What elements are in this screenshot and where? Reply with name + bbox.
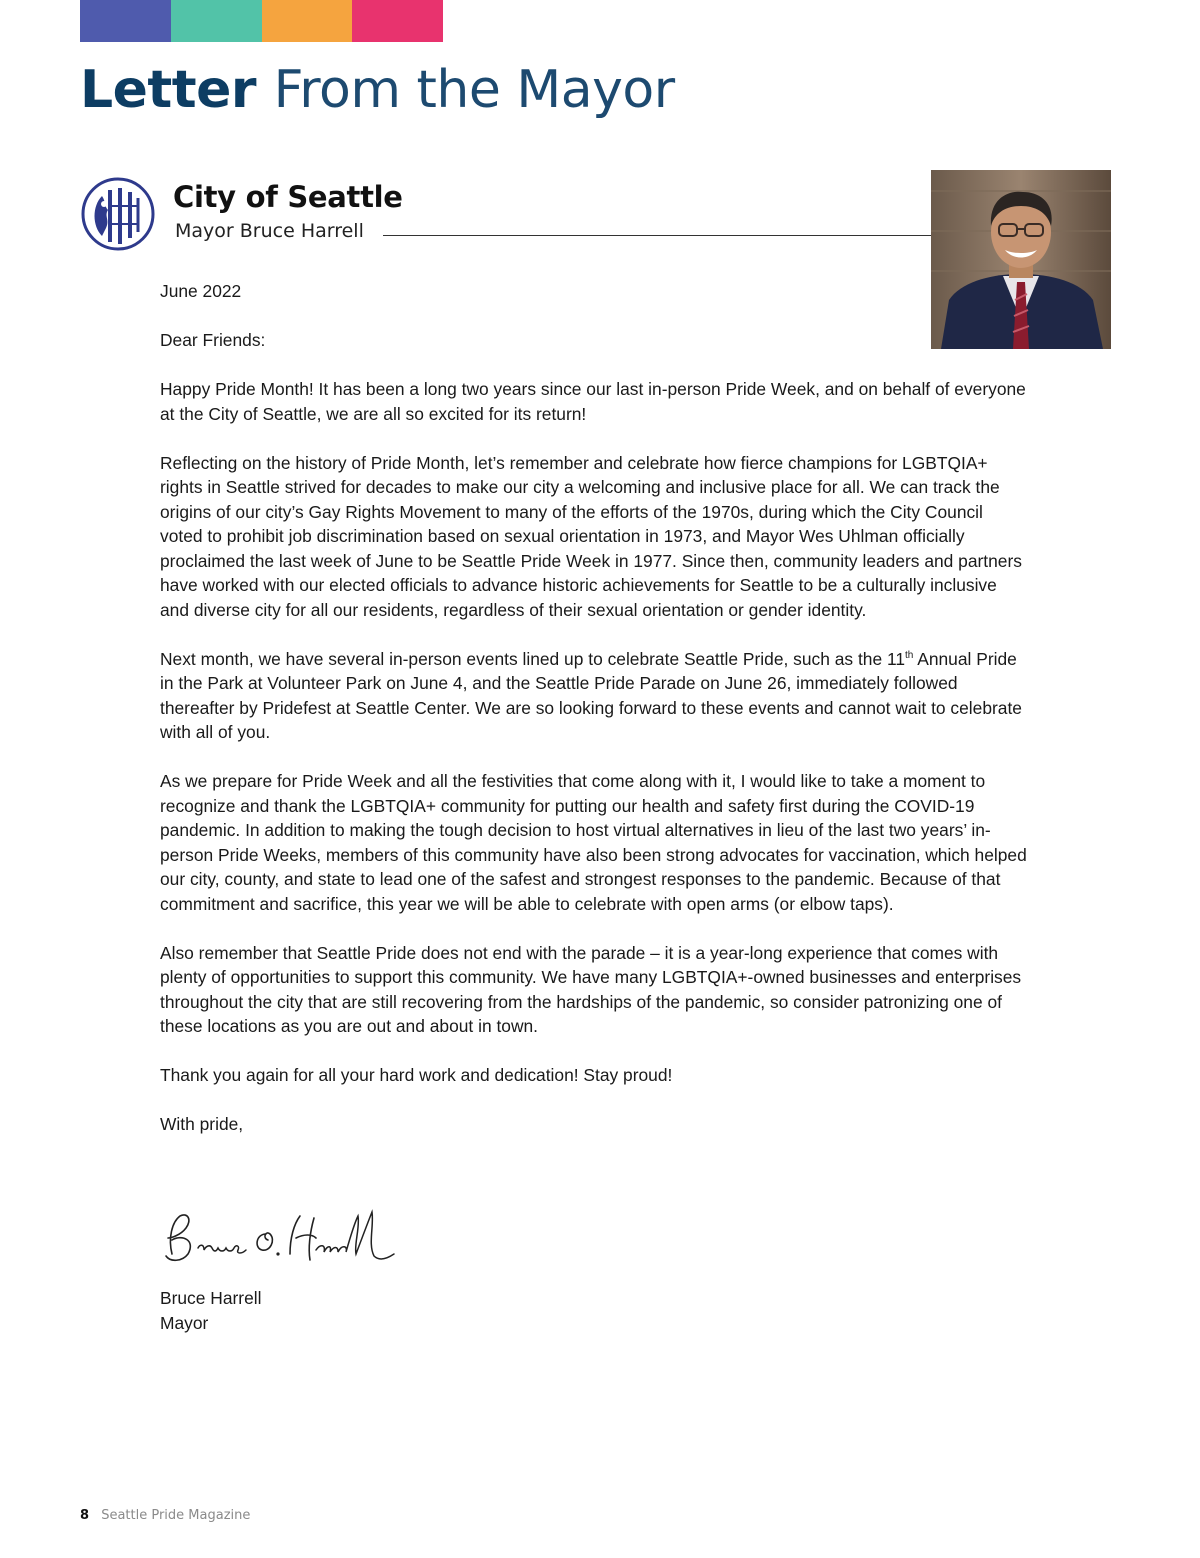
signer-name: Bruce Harrell: [160, 1288, 262, 1308]
organization-subtitle: Mayor Bruce Harrell: [175, 220, 364, 242]
stripe-segment-purple: [80, 0, 171, 42]
page-title-bold: Letter: [80, 60, 257, 120]
organization-name: City of Seattle: [173, 180, 403, 214]
stripe-segment-pink: [352, 0, 443, 42]
city-seal-icon: [80, 176, 156, 252]
stripe-segment-orange: [262, 0, 353, 42]
signer-title: Mayor: [160, 1312, 209, 1333]
stripe-segment-teal: [171, 0, 262, 42]
letter-paragraph: [160, 647, 1030, 745]
page-title-light: From the Mayor: [273, 60, 675, 120]
letter-paragraph: Thank you again for all your hard work and dedication! Stay proud!: [160, 1065, 673, 1085]
signer-block: [160, 1286, 261, 1335]
letter-paragraph: Also remember that Seattle Pride does not end with the parade – it is a year-long experience that comes with plenty of opportunities to support this community. We have many LGBTQIA+-owned businesses and enterprises throughout the city that are still recovering from the hardships of the pandemic, so consider patronizing one of these locations as you are out and about in town.: [160, 942, 1022, 1036]
letter-date: June 2022: [160, 281, 242, 301]
ordinal-suffix: th: [905, 649, 914, 661]
letter-salutation: Dear Friends:: [160, 330, 266, 350]
letter-body: [160, 279, 1030, 1137]
handwritten-signature: [158, 1204, 398, 1276]
page-title: [80, 52, 675, 128]
letterhead-divider: [383, 235, 938, 236]
letterhead: [80, 176, 960, 256]
page-footer: [80, 1508, 250, 1523]
letter-paragraph: Reflecting on the history of Pride Month, let’s remember and celebrate how fierce champions for LGBTQIA+ rights in Seattle strived for decades to make our city a welcoming and inclusive place for all. We can track the origins of our city’s Gay Rights Movement to many of the efforts of the 1970s, during which the City Council voted to prohibit job discrimination based on sexual orientation in 1973, and Mayor Wes Uhlman officially proclaimed the last week of June to be Seattle Pride Week in 1977. Since then, community leaders and partners have worked with our elected officials to advance historic achievements for Seattle to be a culturally inclusive and diverse city for all our residents, regardless of their sexual orientation or gender identity.: [160, 452, 1022, 620]
brand-color-stripe: [80, 0, 443, 42]
letter-paragraph: Happy Pride Month! It has been a long two years since our last in-person Pride Week, and on behalf of everyone at the City of Seattle, we are all so excited for its return!: [160, 379, 1026, 424]
page-number: 8: [80, 1508, 90, 1523]
publication-name: Seattle Pride Magazine: [101, 1508, 251, 1523]
letter-closing: With pride,: [160, 1114, 244, 1134]
paragraph-text: Annual Pride in the Park at Volunteer Park on June 4, and the Seattle Pride Parade on June 26, immediately followed thereafter by Pridefest at Seattle Center. We are so looking forward to these events and cannot wait to celebrate with all of you.: [160, 648, 1022, 742]
paragraph-text: Next month, we have several in-person events lined up to celebrate Seattle Pride, such as the 11: [160, 648, 906, 669]
letter-paragraph: As we prepare for Pride Week and all the festivities that come along with it, I would like to take a moment to recognize and thank the LGBTQIA+ community for putting our health and safety first during the COVID-19 pandemic. In addition to making the tough decision to host virtual alternatives in lieu of the last two years’ in-person Pride Weeks, members of this community have also been strong advocates for vaccination, which helped our city, county, and state to lead one of the safest and strongest responses to the pandemic. Because of that commitment and sacrifice, this year we will be able to celebrate with open arms (or elbow taps).: [160, 771, 1027, 914]
